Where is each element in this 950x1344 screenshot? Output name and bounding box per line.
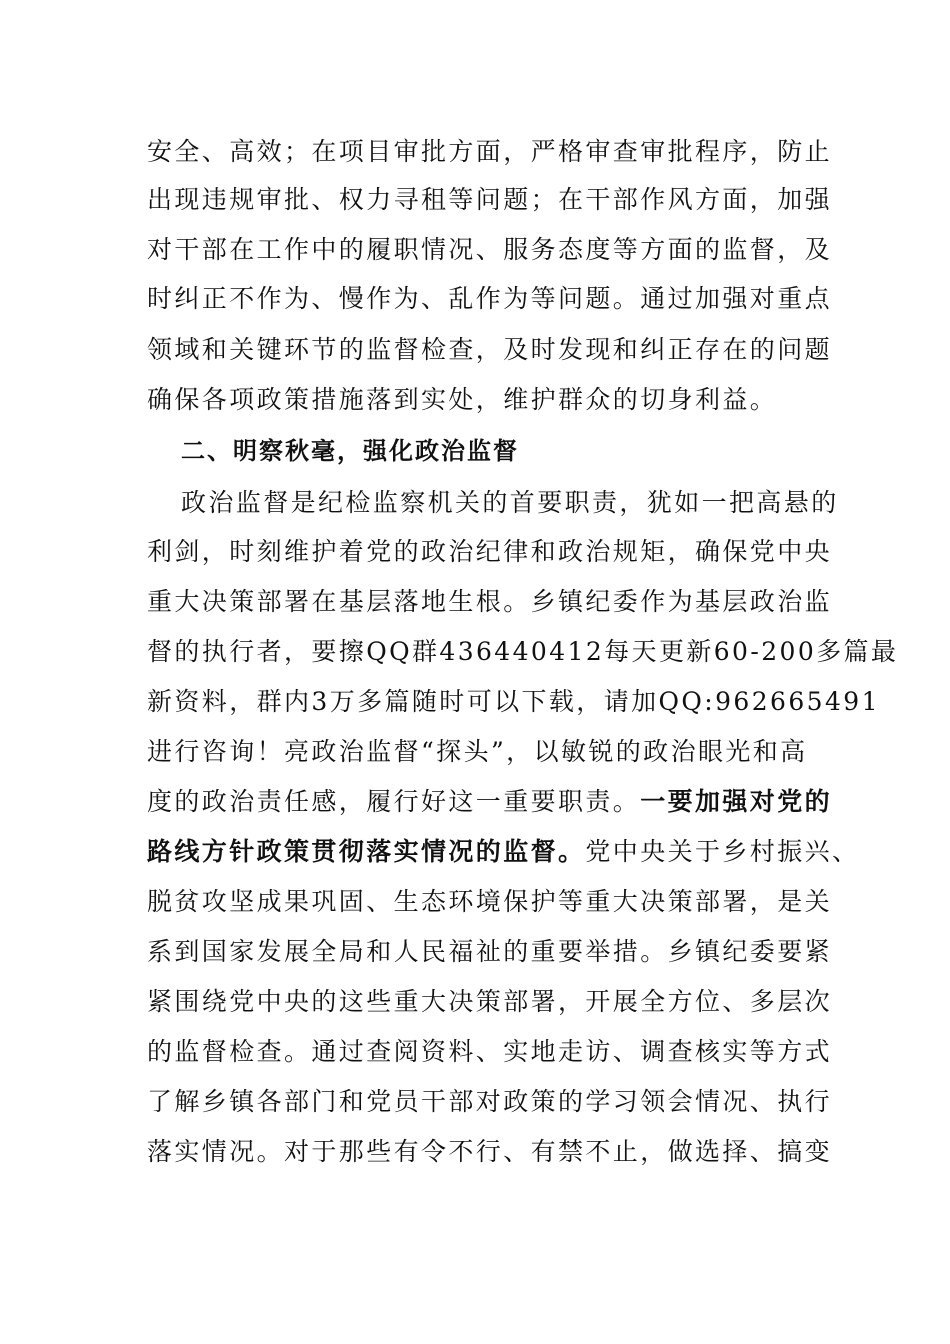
text-line: 安全、高效；在项目审批方面，严格审查审批程序，防止 [147, 137, 833, 166]
text-line: 紧围绕党中央的这些重大决策部署，开展全方位、多层次 [147, 987, 833, 1016]
text-line: 系到国家发展全局和人民福祉的重要举措。乡镇纪委要紧 [147, 937, 833, 966]
text-line: 落实情况。对于那些有令不行、有禁不止，做选择、搞变 [147, 1137, 833, 1166]
text-line [147, 832, 860, 872]
text-line: 出现违规审批、权力寻租等问题；在干部作风方面，加强 [147, 185, 833, 214]
bold-text-span: 一要加强对党的 [640, 787, 833, 816]
text-line: 确保各项政策措施落到实处，维护群众的切身利益。 [147, 385, 778, 414]
text-line: 时纠正不作为、慢作为、乱作为等问题。通过加强对重点 [147, 284, 833, 313]
text-span: 党中央关于乡村振兴、 [585, 837, 860, 866]
text-line [147, 782, 833, 822]
text-line: 对干部在工作中的履职情况、服务态度等方面的监督，及 [147, 235, 833, 264]
text-line: 利剑，时刻维护着党的政治纪律和政治规矩，确保党中央 [147, 537, 833, 566]
text-line: 的监督检查。通过查阅资料、实地走访、调查核实等方式 [147, 1037, 833, 1066]
section-heading: 二、明察秋毫，强化政治监督 [181, 437, 519, 465]
text-span: 度的政治责任感，履行好这一重要职责。 [147, 787, 641, 816]
text-line: 领域和关键环节的监督检查，及时发现和纠正存在的问题 [147, 335, 833, 364]
bold-text-span: 路线方针政策贯彻落实情况的监督。 [147, 837, 586, 866]
text-line: 督的执行者，要擦QQ群436440412每天更新60-200多篇最 [147, 637, 899, 666]
text-line: 政治监督是纪检监察机关的首要职责，犹如一把高悬的 [181, 488, 839, 517]
text-line: 新资料，群内3万多篇随时可以下载，请加QQ:962665491 [147, 687, 880, 716]
text-line: 脱贫攻坚成果巩固、生态环境保护等重大决策部署，是关 [147, 887, 833, 916]
text-line: 了解乡镇各部门和党员干部对政策的学习领会情况、执行 [147, 1087, 833, 1116]
text-line: 进行咨询！亮政治监督“探头”，以敏锐的政治眼光和高 [147, 737, 808, 766]
text-line: 重大决策部署在基层落地生根。乡镇纪委作为基层政治监 [147, 587, 833, 616]
